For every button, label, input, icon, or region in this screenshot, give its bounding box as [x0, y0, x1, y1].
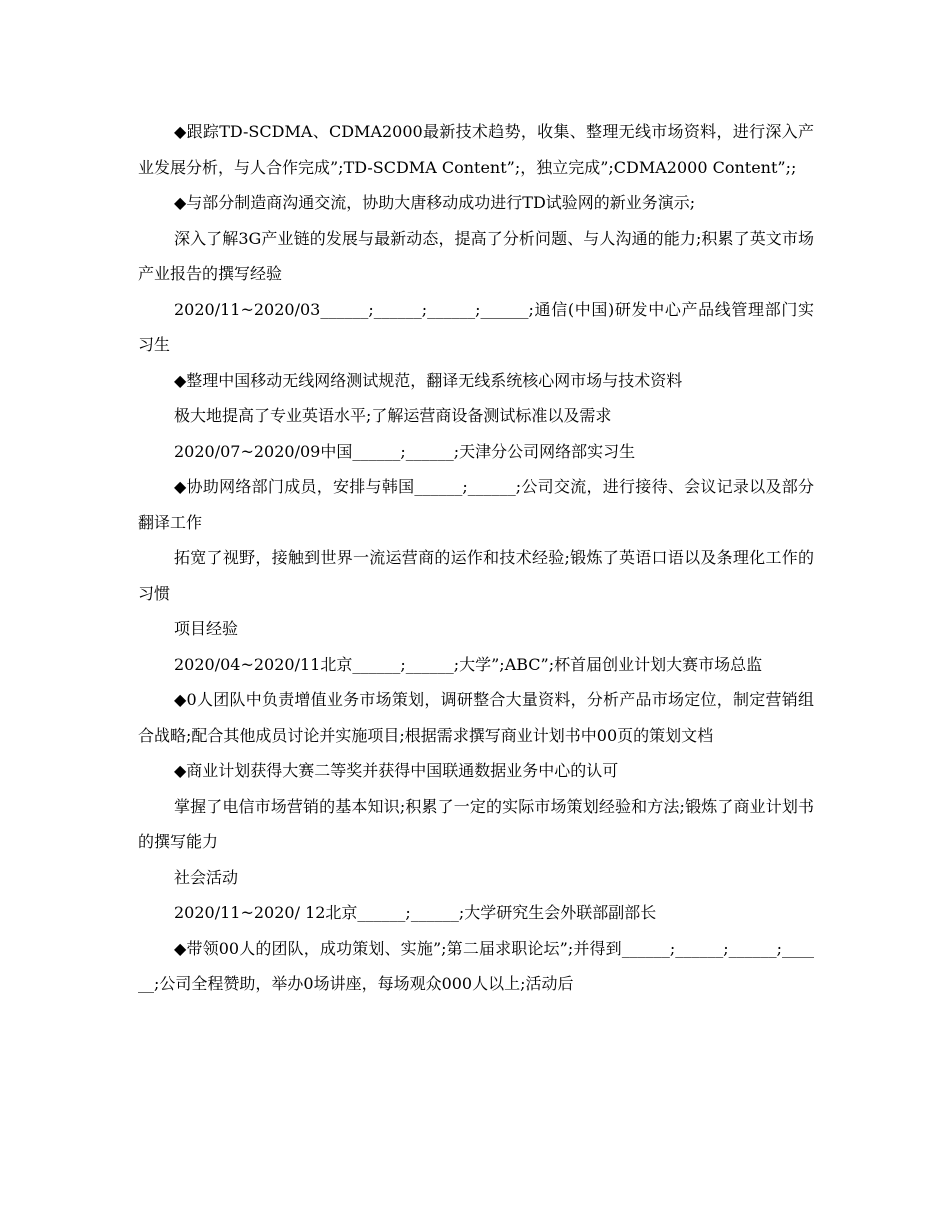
paragraph-team-marketing-plan: ◆0人团队中负责增值业务市场策划，调研整合大量资料，分析产品市场定位，制定营销组合战略;配合其他成员讨论并实施项目;根据需求撰写商业计划书中00页的策划文档 [138, 690, 814, 745]
paragraph-internship-rd-center: 2020/11~2020/03______;______;______;______;通信(中国)研发中心产品线管理部门实习生 [138, 299, 814, 354]
section-heading-projects: 项目经验 [174, 619, 239, 638]
paragraph-td-scdma-tracking: ◆跟踪TD-SCDMA、CDMA2000最新技术趋势，收集、整理无线市场资料，进行深入产业发展分析，与人合作完成”;TD-SCDMA Content”;，独立完成”;CDMA2000 Content”;; [138, 122, 814, 177]
paragraph-contest-award: ◆商业计划获得大赛二等奖并获得中国联通数据业务中心的认可 [174, 761, 619, 780]
document-body [138, 114, 814, 1002]
paragraph-korea-exchange: ◆协助网络部门成员，安排与韩国______;______;公司交流，进行接待、会议记录以及部分翻译工作 [138, 477, 814, 532]
paragraph-manufacturer-communication: ◆与部分制造商沟通交流，协助大唐移动成功进行TD试验网的新业务演示; [174, 193, 696, 212]
paragraph-marketing-knowledge: 掌握了电信市场营销的基本知识;积累了一定的实际市场策划经验和方法;锻炼了商业计划书的撰写能力 [138, 796, 814, 851]
paragraph-career-forum: ◆带领00人的团队，成功策划、实施”;第二届求职论坛”;并得到______;______;______;______;公司全程赞助，举办0场讲座，每场观众000人以上;活动后 [138, 938, 814, 993]
paragraph-business-plan-contest: 2020/04~2020/11北京______;______;大学”;ABC”;杯首届创业计划大赛市场总监 [174, 654, 763, 674]
section-heading-social-activities: 社会活动 [174, 867, 239, 887]
paragraph-3g-industry-insight: 深入了解3G产业链的发展与最新动态，提高了分析问题、与人沟通的能力;积累了英文市场产业报告的撰写经验 [138, 228, 814, 283]
paragraph-student-union-role: 2020/11~2020/ 12北京______;______;大学研究生会外联部副部长 [174, 903, 657, 922]
paragraph-broadened-vision: 拓宽了视野，接触到世界一流运营商的运作和技术经验;锻炼了英语口语以及条理化工作的习惯 [138, 548, 814, 603]
paragraph-internship-tianjin: 2020/07~2020/09中国______;______;天津分公司网络部实习生 [174, 441, 636, 461]
paragraph-english-improvement: 极大地提高了专业英语水平;了解运营商设备测试标准以及需求 [174, 406, 612, 425]
paragraph-network-test-spec: ◆整理中国移动无线网络测试规范，翻译无线系统核心网市场与技术资料 [174, 370, 683, 390]
